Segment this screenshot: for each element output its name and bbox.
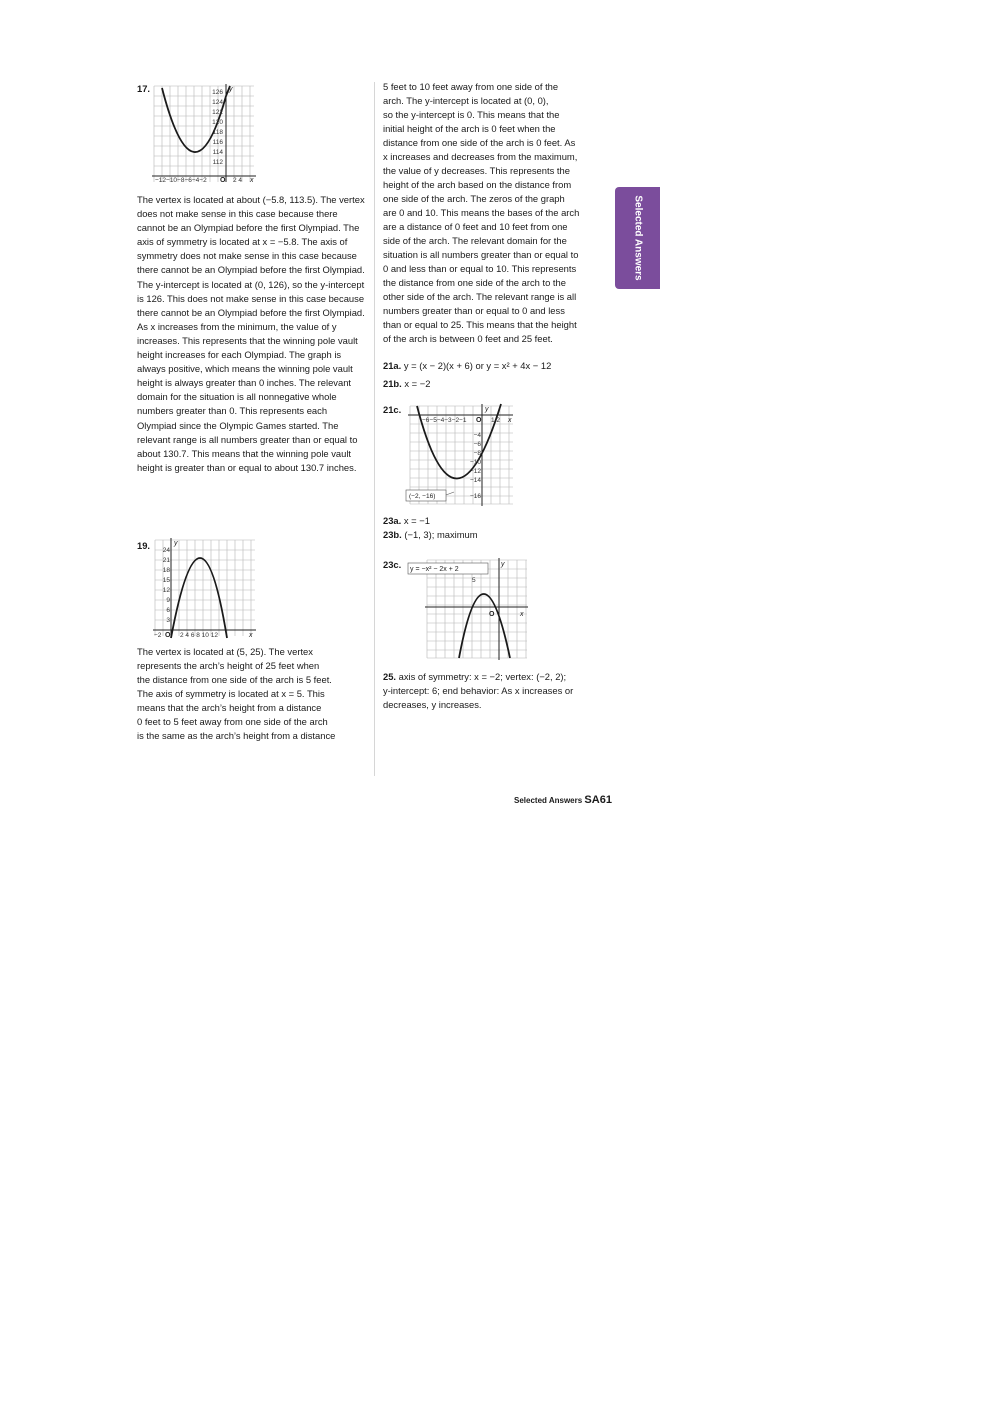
problem-25 xyxy=(383,670,573,712)
graph-23c-tick-label: 5 xyxy=(472,577,476,584)
problem-19-text xyxy=(137,645,335,743)
text-line: 0 feet to 5 feet away from one side of the arch xyxy=(137,716,328,727)
problem-23b xyxy=(383,528,478,542)
problem-17-text: The vertex is located at about (−5.8, 113.5). The vertex does not make sense in this case because there cannot be an Olympiad before the first Olympiad. The axis of symmetry is located at x = −5.8. The axis of symmetry does not make sense in this case because there cannot be an Olympiad before the first Olympiad. The y-intercept is located at (0, 126), so the y-intercept is 126. This does not make sense in this case because there cannot be an Olympiad before the first Olympiad. As x increases from the minimum, the value of y increases. This represents that the winning pole vault height increases for each Olympiad. The graph is always positive, which means the winning pole vault height is always greater than 0 inches. The relevant domain for the situation is all nonnegative whole numbers greater than 0. This represents each Olympiad since the Olympic Games started. The relevant range is all numbers greater than or equal to about 130.7. This means that the winning pole vault height is greater than or equal to about 130.7 inches. xyxy=(137,194,365,473)
problem-23b-label: 23b. xyxy=(383,529,402,540)
text-line: other side of the arch. The relevant range is all xyxy=(383,291,577,302)
graph-21c-ytick: −8 xyxy=(473,450,481,457)
page-number: SA61 xyxy=(584,794,612,806)
text-line: is the same as the arch’s height from a distance xyxy=(137,730,336,741)
graph-17-ytick: 112 xyxy=(212,159,223,166)
text-line: are 0 and 10. This means the bases of the arch xyxy=(383,207,580,218)
text-line xyxy=(383,670,573,684)
problem-23b-text: (−1, 3); maximum xyxy=(404,529,478,540)
graph-21c-origin: O xyxy=(476,417,482,424)
graph-21c-ytick: −14 xyxy=(469,477,481,484)
graph-17-ytick: 120 xyxy=(212,119,223,126)
graph-19-ytick: 3 xyxy=(166,617,170,624)
text-line: the distance from one side of the arch is 5 feet. xyxy=(137,674,332,685)
graph-19-origin: O xyxy=(165,632,171,639)
text-line: the value of y decreases. This represents the xyxy=(383,165,570,176)
problem-17-label: 17. xyxy=(137,83,151,94)
problem-21c-label: 21c. xyxy=(383,404,402,415)
graph-19-ytick: 21 xyxy=(162,557,170,564)
graph-21c-ytick: −16 xyxy=(469,493,481,500)
graph-19-ytick: 15 xyxy=(162,577,170,584)
graph-17-ytick: 118 xyxy=(212,129,223,136)
graph-17-x-label: x xyxy=(250,177,254,184)
graph-17-ytick: 122 xyxy=(212,109,223,116)
selected-answers-tab[interactable] xyxy=(615,187,660,289)
graph-23c-x-label: x xyxy=(520,611,524,618)
footer-section-title: Selected Answers xyxy=(514,796,583,805)
text-line: arch. The y-intercept is located at (0, 0), xyxy=(383,95,549,106)
graph-17-xticks-right: 2 4 xyxy=(233,177,243,184)
problem-23a xyxy=(383,514,430,528)
graph-19-y-label: y xyxy=(174,540,178,547)
graph-21c-ytick: −12 xyxy=(469,468,481,475)
graph-23c-y-label: y xyxy=(501,561,505,568)
graph-19-ytick: 24 xyxy=(162,547,170,554)
text-line: initial height of the arch is 0 feet when the xyxy=(383,123,556,134)
graph-17-ytick: 114 xyxy=(212,149,223,156)
problem-19-continued xyxy=(383,80,579,346)
problem-25-label: 25. xyxy=(383,671,397,682)
text-line: means that the arch’s height from a distance xyxy=(137,702,322,713)
graph-19-ytick: 9 xyxy=(166,597,170,604)
graph-17-ytick: 126 xyxy=(212,89,223,96)
problem-23c-label: 23c. xyxy=(383,559,402,570)
graph-21c-ytick: −4 xyxy=(473,432,481,439)
graph-19-xtick-left: −2 xyxy=(154,632,162,639)
problem-23a-label: 23a. xyxy=(383,515,402,526)
problem-23a-text: x = −1 xyxy=(403,515,430,526)
graph-21c-y-label: y xyxy=(485,406,489,413)
graph-17-ytick: 116 xyxy=(212,139,223,146)
text-line: x increases and decreases from the maximum, xyxy=(383,151,578,162)
graph-17 xyxy=(150,82,258,186)
text-line: 0 and less than or equal to 10. This represents xyxy=(383,263,577,274)
graph-23c-origin: O xyxy=(489,611,495,618)
problem-21b-text: x = −2 xyxy=(404,378,431,389)
graph-19-ytick: 12 xyxy=(162,587,170,594)
graph-23c-curve xyxy=(459,594,510,658)
problem-19-label: 19. xyxy=(137,540,151,551)
problem-21a-text: y = (x − 2)(x + 6) or y = x² + 4x − 12 xyxy=(403,360,552,371)
text-line: situation is all numbers greater than or equal to xyxy=(383,249,579,260)
graph-19-x-label: x xyxy=(249,632,253,639)
graph-17-ytick: 124 xyxy=(212,99,223,106)
text-line: numbers greater than or equal to 0 and less xyxy=(383,305,565,316)
graph-21c-xticks-right: 1 2 xyxy=(491,417,501,424)
problem-21b xyxy=(383,377,430,391)
problem-25-line: decreases, y increases. xyxy=(383,699,482,710)
text-line: the distance from one side of the arch to the xyxy=(383,277,566,288)
graph-23c xyxy=(407,558,529,662)
graph-17-xticks: −12−10−8−6−4−2 xyxy=(155,177,207,184)
text-line: side of the arch. The relevant domain for the xyxy=(383,235,567,246)
text-line: of the arch is between 0 feet and 25 feet. xyxy=(383,333,553,344)
selected-answers-tab-label: Selected Answers xyxy=(632,195,643,281)
graph-21c-ytick: −6 xyxy=(473,441,481,448)
graph-21c-point-label: (−2, −16) xyxy=(409,493,436,500)
problem-25-line: axis of symmetry: x = −2; vertex: (−2, 2); xyxy=(398,671,567,682)
text-line: height of the arch based on the distance from xyxy=(383,179,572,190)
text-line: one side of the arch. The zeros of the graph xyxy=(383,193,565,204)
graph-21c-x-label: x xyxy=(508,417,512,424)
graph-21c xyxy=(405,402,515,508)
graph-17-y-label: y xyxy=(229,86,233,93)
graph-19-xticks: 2 4 6 8 10 12 xyxy=(180,632,218,639)
text-line: are a distance of 0 feet and 10 feet from one xyxy=(383,221,568,232)
page-footer xyxy=(514,794,612,806)
graph-21c-ytick: −10 xyxy=(469,459,481,466)
text-line: distance from one side of the arch is 0 feet. As xyxy=(383,137,576,148)
column-divider xyxy=(374,82,375,776)
problem-21a xyxy=(383,359,551,373)
text-line: The vertex is located at (5, 25). The vertex xyxy=(137,646,313,657)
problem-25-line: y-intercept: 6; end behavior: As x increases or xyxy=(383,685,574,696)
text-line: The axis of symmetry is located at x = 5. This xyxy=(137,688,325,699)
graph-19 xyxy=(153,538,257,640)
text-line: 5 feet to 10 feet away from one side of the xyxy=(383,81,559,92)
graph-21c-xticks: −6−5−4−3−2−1 xyxy=(422,417,467,424)
graph-17-origin: O xyxy=(220,177,226,184)
text-line: so the y-intercept is 0. This means that the xyxy=(383,109,560,120)
text-line: than or equal to 25. This means that the height xyxy=(383,319,577,330)
graph-23c-equation: y = −x² − 2x + 2 xyxy=(410,566,459,573)
problem-21a-label: 21a. xyxy=(383,360,402,371)
text-line: represents the arch’s height of 25 feet when xyxy=(137,660,320,671)
graph-19-ytick: 6 xyxy=(166,607,170,614)
problem-21b-label: 21b. xyxy=(383,378,402,389)
graph-19-ytick: 18 xyxy=(162,567,170,574)
